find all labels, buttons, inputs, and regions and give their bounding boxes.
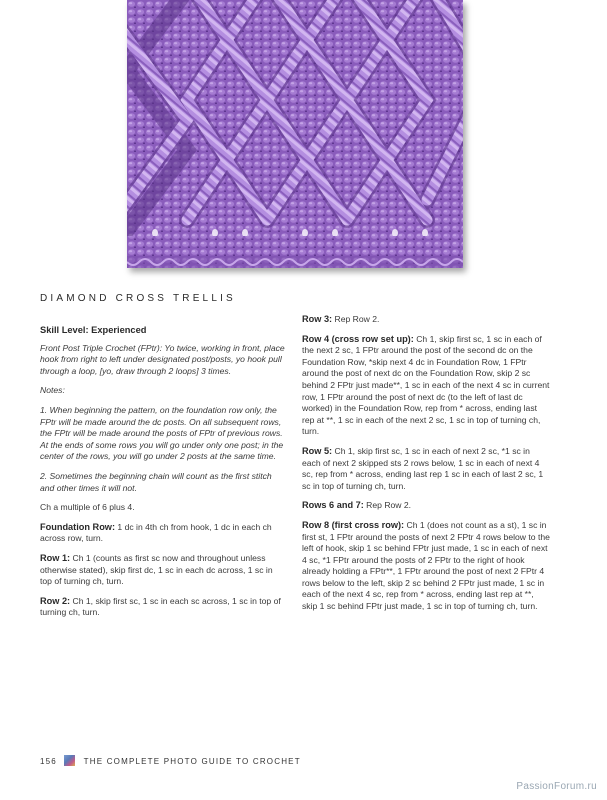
row-4-label: Row 4 (cross row set up):	[302, 333, 414, 344]
book-logo-icon	[64, 755, 75, 766]
rows-6-7	[302, 500, 550, 512]
row-8-label: Row 8 (first cross row):	[302, 519, 405, 530]
page-number: 156	[40, 757, 57, 766]
skill-level: Skill Level: Experienced	[40, 325, 147, 335]
notes-label: Notes:	[40, 385, 65, 396]
left-column	[40, 293, 285, 627]
row-5	[302, 446, 550, 492]
page-footer	[40, 755, 301, 766]
foundation-row-text: 1 dc in 4th ch from hook, 1 dc in each ch across row, turn.	[40, 521, 272, 544]
row-3-text: Rep Row 2.	[332, 314, 380, 324]
row-2-text: Ch 1, skip first sc, 1 sc in each sc across, 1 sc in top of turning ch, turn.	[40, 595, 281, 618]
foundation-row-label: Foundation Row:	[40, 521, 116, 532]
row-4	[302, 334, 550, 438]
row-2	[40, 596, 285, 619]
pattern-title: DIAMOND CROSS TRELLIS	[40, 293, 236, 304]
row-8-text: Ch 1 (does not count as a st), 1 sc in first st, 1 FPtr around the posts of next 2 FPtr 4 rows below to the left of hook, skip 1 sc behind FPtr just made, 1 sc in each of next 4 sc, *1 FPtr around the posts of 2 FPtr to the right of hook already holding a FPtr**, 1 FPtr around the post of next 2 FPtr 4 rows below to the left, skip 2 sc behind 2 FPtr just made, 1 sc in each of the next 4 sc, rep from * across, ending last rep at **, skip 1 sc behind FPtr just made, 1 sc in top of turning ch, turn.	[302, 519, 550, 612]
row-5-text: Ch 1, skip first sc, 1 sc in each of next 2 sc, *1 sc in each of next 2 skipped sts 2 rows below, 1 sc in each of next 4 sc, rep from * across, ending last rep 1 sc in each of last 2 sc, 1 sc in top of turning ch, turn.	[302, 445, 544, 491]
watermark: PassionForum.ru	[516, 781, 597, 792]
note-1: 1. When beginning the pattern, on the foundation row only, the FPtr will be made around the dc posts. On all subsequent rows, the FPtr will be made around the posts of FPtr of previous rows. At the ends of some rows you will go under only one post; in the center of the rows, you will go under 2 posts at the same time.	[40, 404, 284, 462]
note-2: 2. Sometimes the beginning chain will count as the first stitch and other times it will not.	[40, 470, 272, 493]
row-8	[302, 520, 550, 613]
chain-multiple: Ch a multiple of 6 plus 4.	[40, 502, 135, 513]
row-1-text: Ch 1 (counts as first sc now and throughout unless otherwise stated), skip first dc, 1 sc in each dc across, 1 sc in top of turning ch, turn.	[40, 552, 273, 587]
fptr-definition: Front Post Triple Crochet (FPtr): Yo twice, working in front, place hook from right to left under designated post/posts, yo hook pull through a loop, [yo, draw through 2 loops] 3 times.	[40, 342, 285, 376]
rows-6-7-text: Rep Row 2.	[363, 500, 412, 511]
row-5-label: Row 5:	[302, 445, 333, 456]
row-3	[302, 314, 550, 326]
row-2-label: Row 2:	[40, 595, 71, 606]
crochet-swatch-photo	[127, 0, 463, 268]
row-1	[40, 553, 285, 588]
row-1-label: Row 1:	[40, 552, 71, 563]
row-3-label: Row 3:	[302, 314, 333, 324]
rows-6-7-label: Rows 6 and 7:	[302, 500, 364, 511]
foundation-row	[40, 522, 285, 545]
right-column	[302, 314, 550, 621]
row-4-text: Ch 1, skip first sc, 1 sc in each of the next 2 sc, 1 FPtr around the post of the second dc on the Foundation Row, *skip next 4 dc in Foundation Row, 1 FPtr around the post of next dc on the Foundation Row, skip 2 sc behind 2 FPtr just made**, 1 sc in each of the next 4 sc in current row, 1 FPtr around the post of next dc (to the left of last dc worked) in the Foundation Row, rep from * across, ending last rep at **, 1 sc in each of the next 2 sc, 1 sc in top of turning ch, turn.	[302, 333, 550, 437]
book-title: THE COMPLETE PHOTO GUIDE TO CROCHET	[83, 757, 301, 766]
